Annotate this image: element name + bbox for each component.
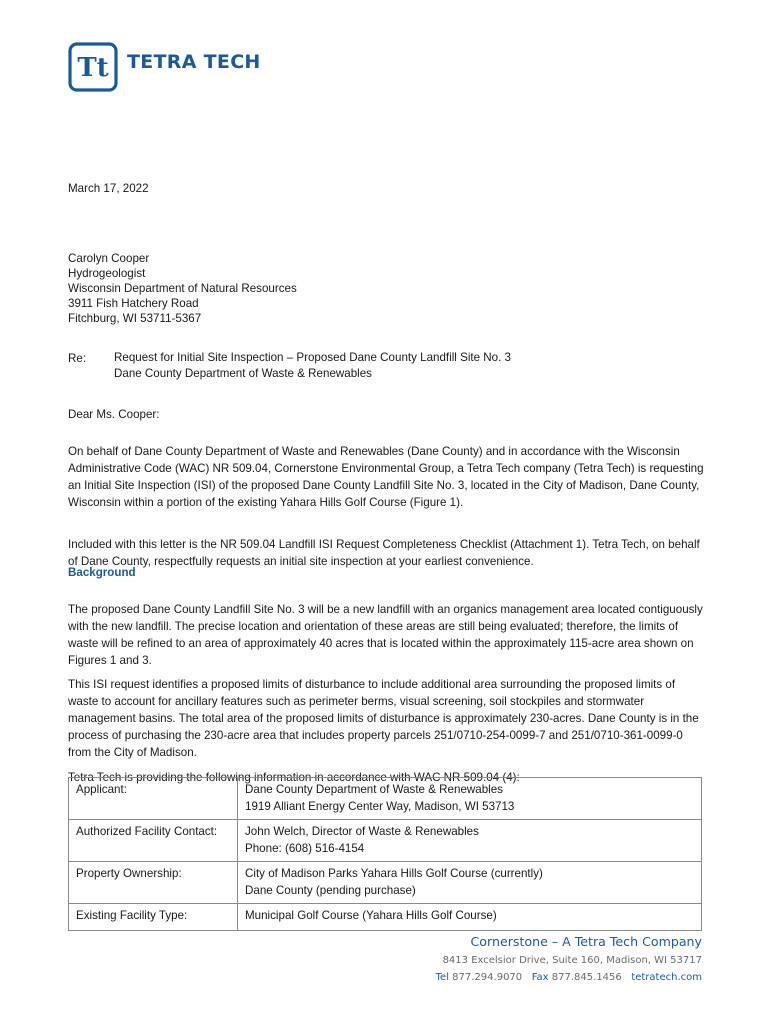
table-label-cell: Applicant: <box>69 778 238 820</box>
svg-text:Tt: Tt <box>77 53 109 83</box>
body-paragraph-4: This ISI request identifies a proposed limits of disturbance to include additional area surrounding the proposed limits of waste to account for ancillary features such as perimeter berms, visual screening, soil stockpiles and stormwater management basins. The total area of the proposed limits of disturbance is approximately 230-acres. Dane County is in the process of purchasing the 230-acre area that includes property parcels 251/0710-254-0099-7 and 251/0710-361-0099-0 from the City of Madison. <box>68 677 699 759</box>
subject-label: Re: <box>68 352 87 365</box>
table-value-cell <box>238 820 702 862</box>
recipient-street: 3911 Fish Hatchery Road <box>68 297 199 310</box>
footer-address: 8413 Excelsior Drive, Suite 160, Madison, WI 53717 <box>442 955 702 966</box>
table-value-line: Dane County (pending purchase) <box>245 884 416 897</box>
body-paragraph-1: On behalf of Dane County Department of Waste and Renewables (Dane County) and in accordance with the Wisconsin Administrative Code (WAC) NR 509.04, Cornerstone Environmental Group, a Tetra Tech company (Tetra Tech) is requesting an Initial Site Inspection (ISI) of the proposed Dane County Landfill Site No. 3, located in the City of Madison, Dane County, Wisconsin within a portion of the existing Yahara Hills Golf Course (Figure 1). <box>68 444 704 509</box>
table-label-cell: Authorized Facility Contact: <box>69 820 238 862</box>
table-row <box>69 820 702 862</box>
table-value-cell <box>238 778 702 820</box>
body-paragraph-3: The proposed Dane County Landfill Site No. 3 will be a new landfill with an organics management area located contiguously with the new landfill. The precise location and orientation of these areas are still being evaluated; therefore, the limits of waste will be refined to an area of approximately 40 acres that is located within the approximately 115-acre area shown on Figures 1 and 3. <box>68 602 703 667</box>
footer-fax-label: Fax <box>531 972 549 983</box>
section-heading-background: Background <box>68 566 136 579</box>
footer-fax: 877.845.1456 <box>551 972 622 983</box>
table-value-line: Municipal Golf Course (Yahara Hills Golf Course) <box>245 909 497 922</box>
table-value-cell <box>238 862 702 904</box>
recipient-city: Fitchburg, WI 53711-5367 <box>68 312 202 325</box>
letterhead-footer <box>436 932 702 986</box>
table-value-cell <box>238 904 702 931</box>
tetra-tech-logo-mark-icon <box>68 42 118 92</box>
recipient-title: Hydrogeologist <box>68 267 146 280</box>
body-paragraph-5: Tetra Tech is providing the following information in accordance with WAC NR 509.04 (4): <box>68 770 520 784</box>
brand-name: TETRA TECH <box>127 50 261 73</box>
table-value-line: Phone: (608) 516-4154 <box>245 842 365 855</box>
recipient-organization: Wisconsin Department of Natural Resources <box>68 282 297 295</box>
table-value-line: 1919 Alliant Energy Center Way, Madison, WI 53713 <box>245 800 515 813</box>
table-value-line: John Welch, Director of Waste & Renewables <box>245 825 479 838</box>
table-row <box>69 862 702 904</box>
recipient-name: Carolyn Cooper <box>68 252 150 265</box>
table-row <box>69 904 702 931</box>
table-row <box>69 778 702 820</box>
footer-contact <box>436 969 702 986</box>
table-value-line: City of Madison Parks Yahara Hills Golf Course (currently) <box>245 867 543 880</box>
body-paragraph-2: Included with this letter is the NR 509.04 Landfill ISI Request Completeness Checklist (Attachment 1). Tetra Tech, on behalf of Dane County, respectfully requests an initial site inspection at your earliest convenience. <box>68 537 700 568</box>
tetra-tech-logo <box>68 42 261 92</box>
table-label-cell: Existing Facility Type: <box>69 904 238 931</box>
salutation: Dear Ms. Cooper: <box>68 408 160 421</box>
subject-line-2: Dane County Department of Waste & Renewables <box>114 367 372 380</box>
table-label-cell: Property Ownership: <box>69 862 238 904</box>
footer-tel-label: Tel <box>435 972 449 983</box>
facility-info-table <box>68 777 702 931</box>
footer-website-link[interactable]: tetratech.com <box>631 972 702 983</box>
footer-tel: 877.294.9070 <box>452 972 523 983</box>
table-value-line: Dane County Department of Waste & Renewables <box>245 783 503 796</box>
subject-line-1: Request for Initial Site Inspection – Proposed Dane County Landfill Site No. 3 <box>114 351 511 364</box>
recipient-address <box>68 251 704 326</box>
footer-company: Cornerstone – A Tetra Tech Company <box>470 934 702 949</box>
subject-line <box>68 350 704 382</box>
letter-date: March 17, 2022 <box>68 182 149 195</box>
